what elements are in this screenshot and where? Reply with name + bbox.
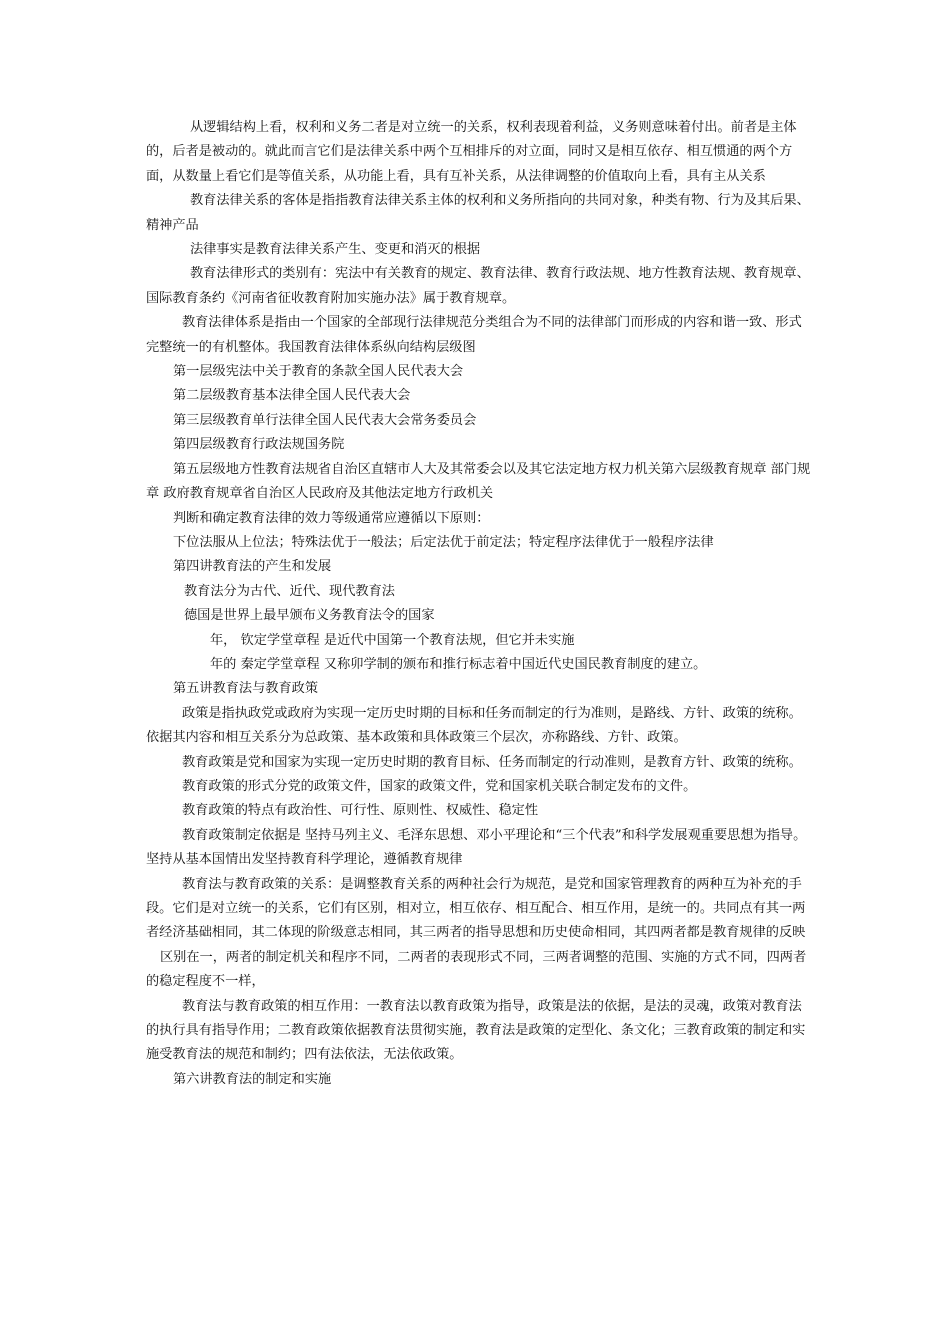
paragraph: 教育法分为古代、近代、现代教育法 [184,583,395,599]
paragraph: 第四层级教育行政法规国务院 [173,437,345,453]
paragraph: 教育法律体系是指由一个国家的全部现行法律规范分类组合为不同的法律部门而形成的内容和谐一致、形式完整统一的有机整体。我国教育法律体系纵向结构层级图 [146,315,802,355]
paragraph: 区别在一，两者的制定机关和程序不同，二两者的表现形式不同，三两者调整的范围、实施的方式不同，四两者的稳定程度不一样， [146,949,807,990]
document-body [146,116,812,1092]
paragraph: 从逻辑结构上看，权利和义务二者是对立统一的关系，权利表现着利益，义务则意味着付出。前者是主体的，后者是被动的。就此而言它们是法律关系中两个互相排斥的对立面，同时又是相互依存、相互惯通的两个方面，从数量上看它们是等值关系，从功能上看，具有互补关系，从法律调整的价值取向上看，具有主从关系 [146,120,797,184]
paragraph: 教育政策制定依据是 坚持马列主义、毛泽东思想、邓小平理论和“三个代表”和科学发展观重要思想为指导。 坚持从基本国情出发坚持教育科学理论，遵循教育规律 [146,827,807,868]
section-heading: 第四讲教育法的产生和发展 [173,559,332,575]
paragraph: 教育法与教育政策的关系：是调整教育关系的两种社会行为规范，是党和国家管理教育的两种互为补充的手段。它们是对立统一的关系，它们有区别，相对立，相互依存、相互配合、相互作用，是统一的。共同点有其一两者经济基础相同，其二体现的阶级意志相同，其三两者的指导思想和历史使命相同，其四两者都是教育规律的反映 [146,876,806,941]
paragraph: 政策是指执政党或政府为实现一定历史时期的目标和任务而制定的行为准则，是路线、方针、政策的统称。依据其内容和相互关系分为总政策、基本政策和具体政策三个层次，亦称路线、方针、政策。 [146,705,802,746]
section-heading: 第六讲教育法的制定和实施 [173,1071,332,1087]
section-heading: 第五讲教育法与教育政策 [173,681,319,697]
paragraph: 第二层级教育基本法律全国人民代表大会 [173,388,411,404]
paragraph: 法律事实是教育法律关系产生、变更和消灭的根据 [190,242,481,258]
paragraph: 教育政策的特点有政治性、可行性、原则性、权威性、稳定性 [182,803,539,819]
paragraph: 教育法律形式的类别有：宪法中有关教育的规定、教育法律、教育行政法规、地方性教育法规、教育规章、国际教育条约《河南省征收教育附加实施办法》属于教育规章。 [146,266,810,306]
paragraph: 第五层级地方性教育法规省自治区直辖市人大及其常委会以及其它法定地方权力机关第六层级教育规章 部门规章 政府教育规章省自治区人民政府及其他法定地方行政机关 [146,461,811,502]
paragraph: 教育法律关系的客体是指指教育法律关系主体的权利和义务所指向的共同对象，种类有物、行为及其后果、精神产品 [146,193,810,233]
paragraph: 教育法与教育政策的相互作用：一教育法以教育政策为指导，政策是法的依据，是法的灵魂，政策对教育法的执行具有指导作用；二教育政策依据教育法贯彻实施，教育法是政策的定型化、条文化；三教育政策的制定和实施受教育法的规范和制约；四有法依法，无法依政策。 [146,998,806,1063]
paragraph: 教育政策是党和国家为实现一定历史时期的教育目标、任务而制定的行动准则，是教育方针、政策的统称。 [182,754,802,770]
paragraph: 判断和确定教育法律的效力等级通常应遵循以下原则： [173,510,490,526]
paragraph: 年的 秦定学堂章程 又称卯学制的颁布和推行标志着中国近代史国民教育制度的建立。 [210,656,707,672]
paragraph: 年， 钦定学堂章程 是近代中国第一个教育法规，但它并未实施 [210,632,575,648]
paragraph: 德国是世界上最早颁布义务教育法令的国家 [184,608,435,624]
paragraph: 教育政策的形式分党的政策文件，国家的政策文件，党和国家机关联合制定发布的文件。 [182,778,697,794]
paragraph: 下位法服从上位法；特殊法优于一般法；后定法优于前定法；特定程序法律优于一般程序法律 [173,534,714,550]
paragraph: 第一层级宪法中关于教育的条款全国人民代表大会 [173,364,464,380]
paragraph: 第三层级教育单行法律全国人民代表大会常务委员会 [173,412,477,428]
